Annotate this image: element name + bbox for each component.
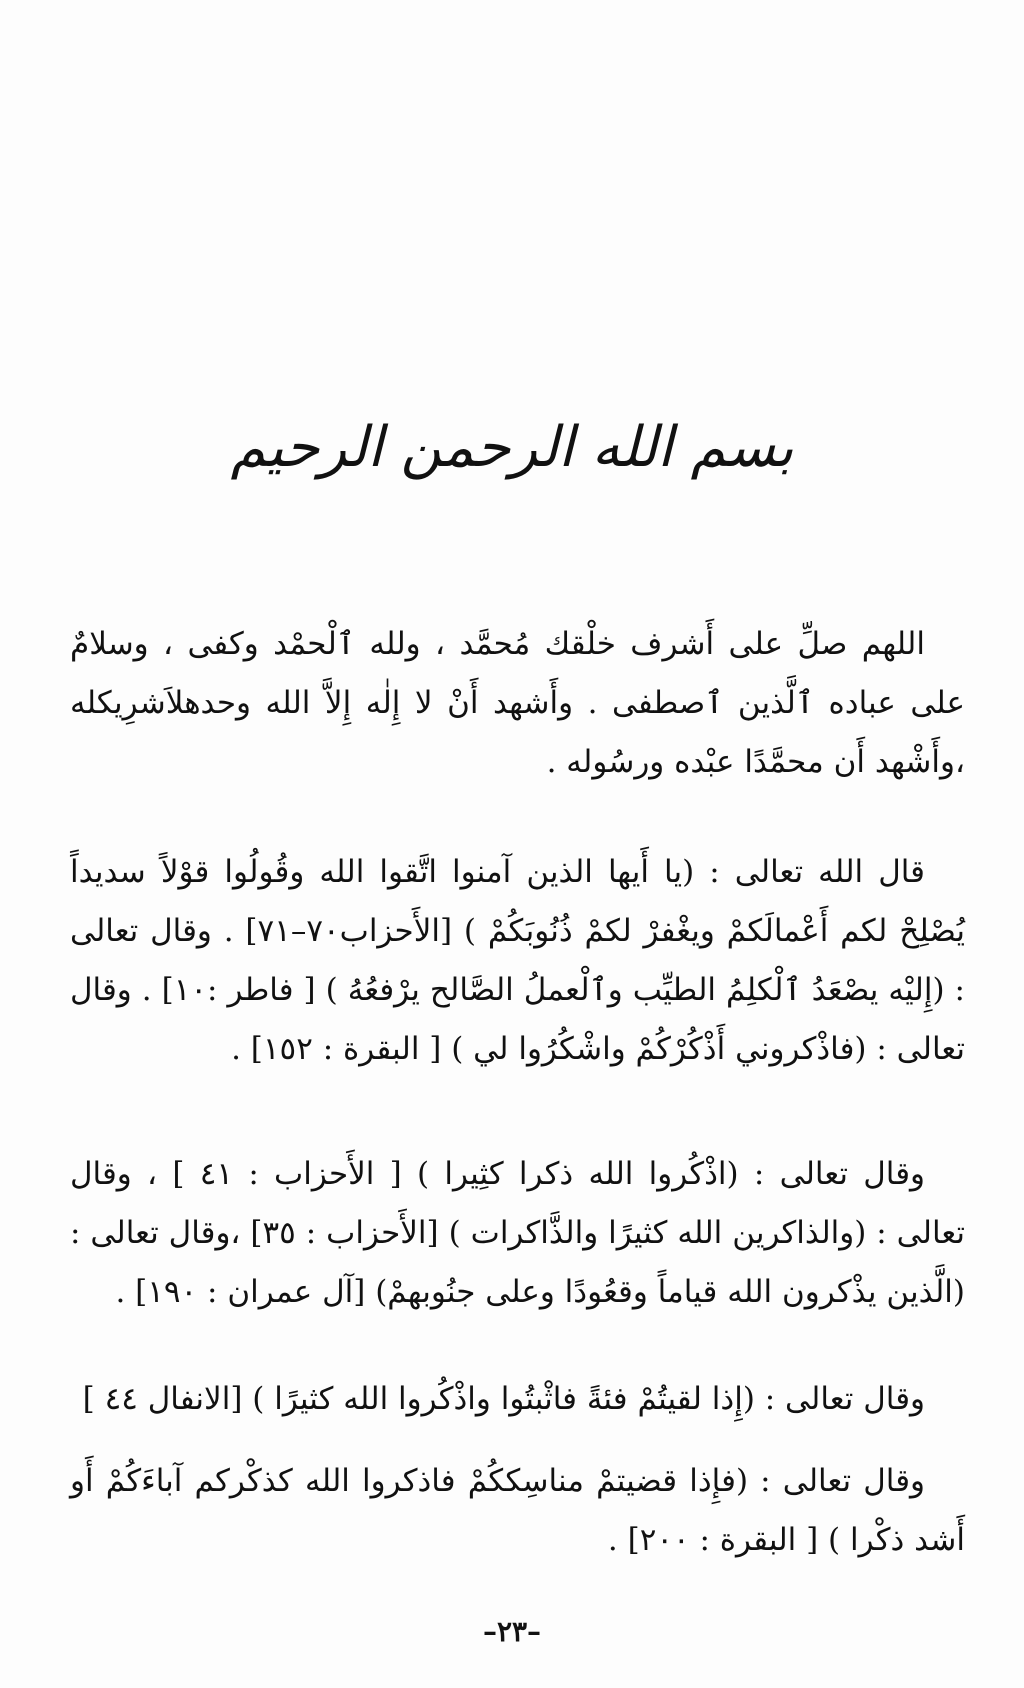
baqara-paragraph-block: [70, 1452, 965, 1570]
opening-paragraph: اللهم صلِّ على أَشرف خلْقك مُحمَّد ، ولله ٱلْحمْد وكفى ، وسلامٌ على عباده ٱلَّذين ٱصطفى . وأَشهد أَنْ لا إِلٰه إِلاَّ الله وحدهلاَشرِيكله ،وأَشْهد أَن محمَّدًا عبْده ورسُوله .: [70, 626, 965, 780]
dhikr-paragraph: وقال تعالى : (اذْكُروا الله ذكرا كثِيرا ) [ الأَحزاب : ٤١ ] ، وقال تعالى : (والذاكرين الله كثيرًا والذَّاكرات ) [الأَحزاب : ٣٥] ،وقال تعالى : (الَّذين يذْكرون الله قياماً وقعُودًا وعلى جنُوبهمْ) [آل عمران : ١٩٠] .: [70, 1156, 965, 1310]
verses-paragraph-block: [70, 843, 965, 1079]
opening-paragraph-block: [70, 615, 965, 792]
verses-paragraph: قال الله تعالى : (يا أَيها الذين آمنوا اتَّقوا الله وقُولُوا قوْلاً سديداً يُصْلِحْ لكم أَعْمالَكمْ ويغْفرْ لكمْ ذُنُوبَكُمْ ) [الأَحزاب٧٠–٧١] . وقال تعالى : (إِليْه يصْعَدُ ٱلْكلِمُ الطيِّب وٱلْعملُ الصَّالح يرْفعُهُ ) [ فاطر :١٠] . وقال تعالى : (فاذْكروني أَذْكُرْكُمْ واشْكُرُوا لي ) [ البقرة : ١٥٢] .: [70, 854, 965, 1067]
anfal-paragraph: وقال تعالى : (إِذا لقيتُمْ فئةً فاثْبتُوا واذْكُروا الله كثيرًا ) [الانفال ٤٤ ]: [82, 1381, 925, 1417]
page-number: –٢٣–: [482, 1615, 542, 1648]
basmala-heading: بسم الله الرحمن الرحيم: [230, 415, 794, 480]
dhikr-paragraph-block: [70, 1145, 965, 1322]
anfal-paragraph-block: [70, 1370, 965, 1429]
baqara-paragraph: وقال تعالى : (فإِذا قضيتمْ مناسِككُمْ فاذكروا الله كذكْركم آباءَكُمْ أَو أَشد ذكْرا ) [ البقرة : ٢٠٠] .: [70, 1463, 965, 1558]
